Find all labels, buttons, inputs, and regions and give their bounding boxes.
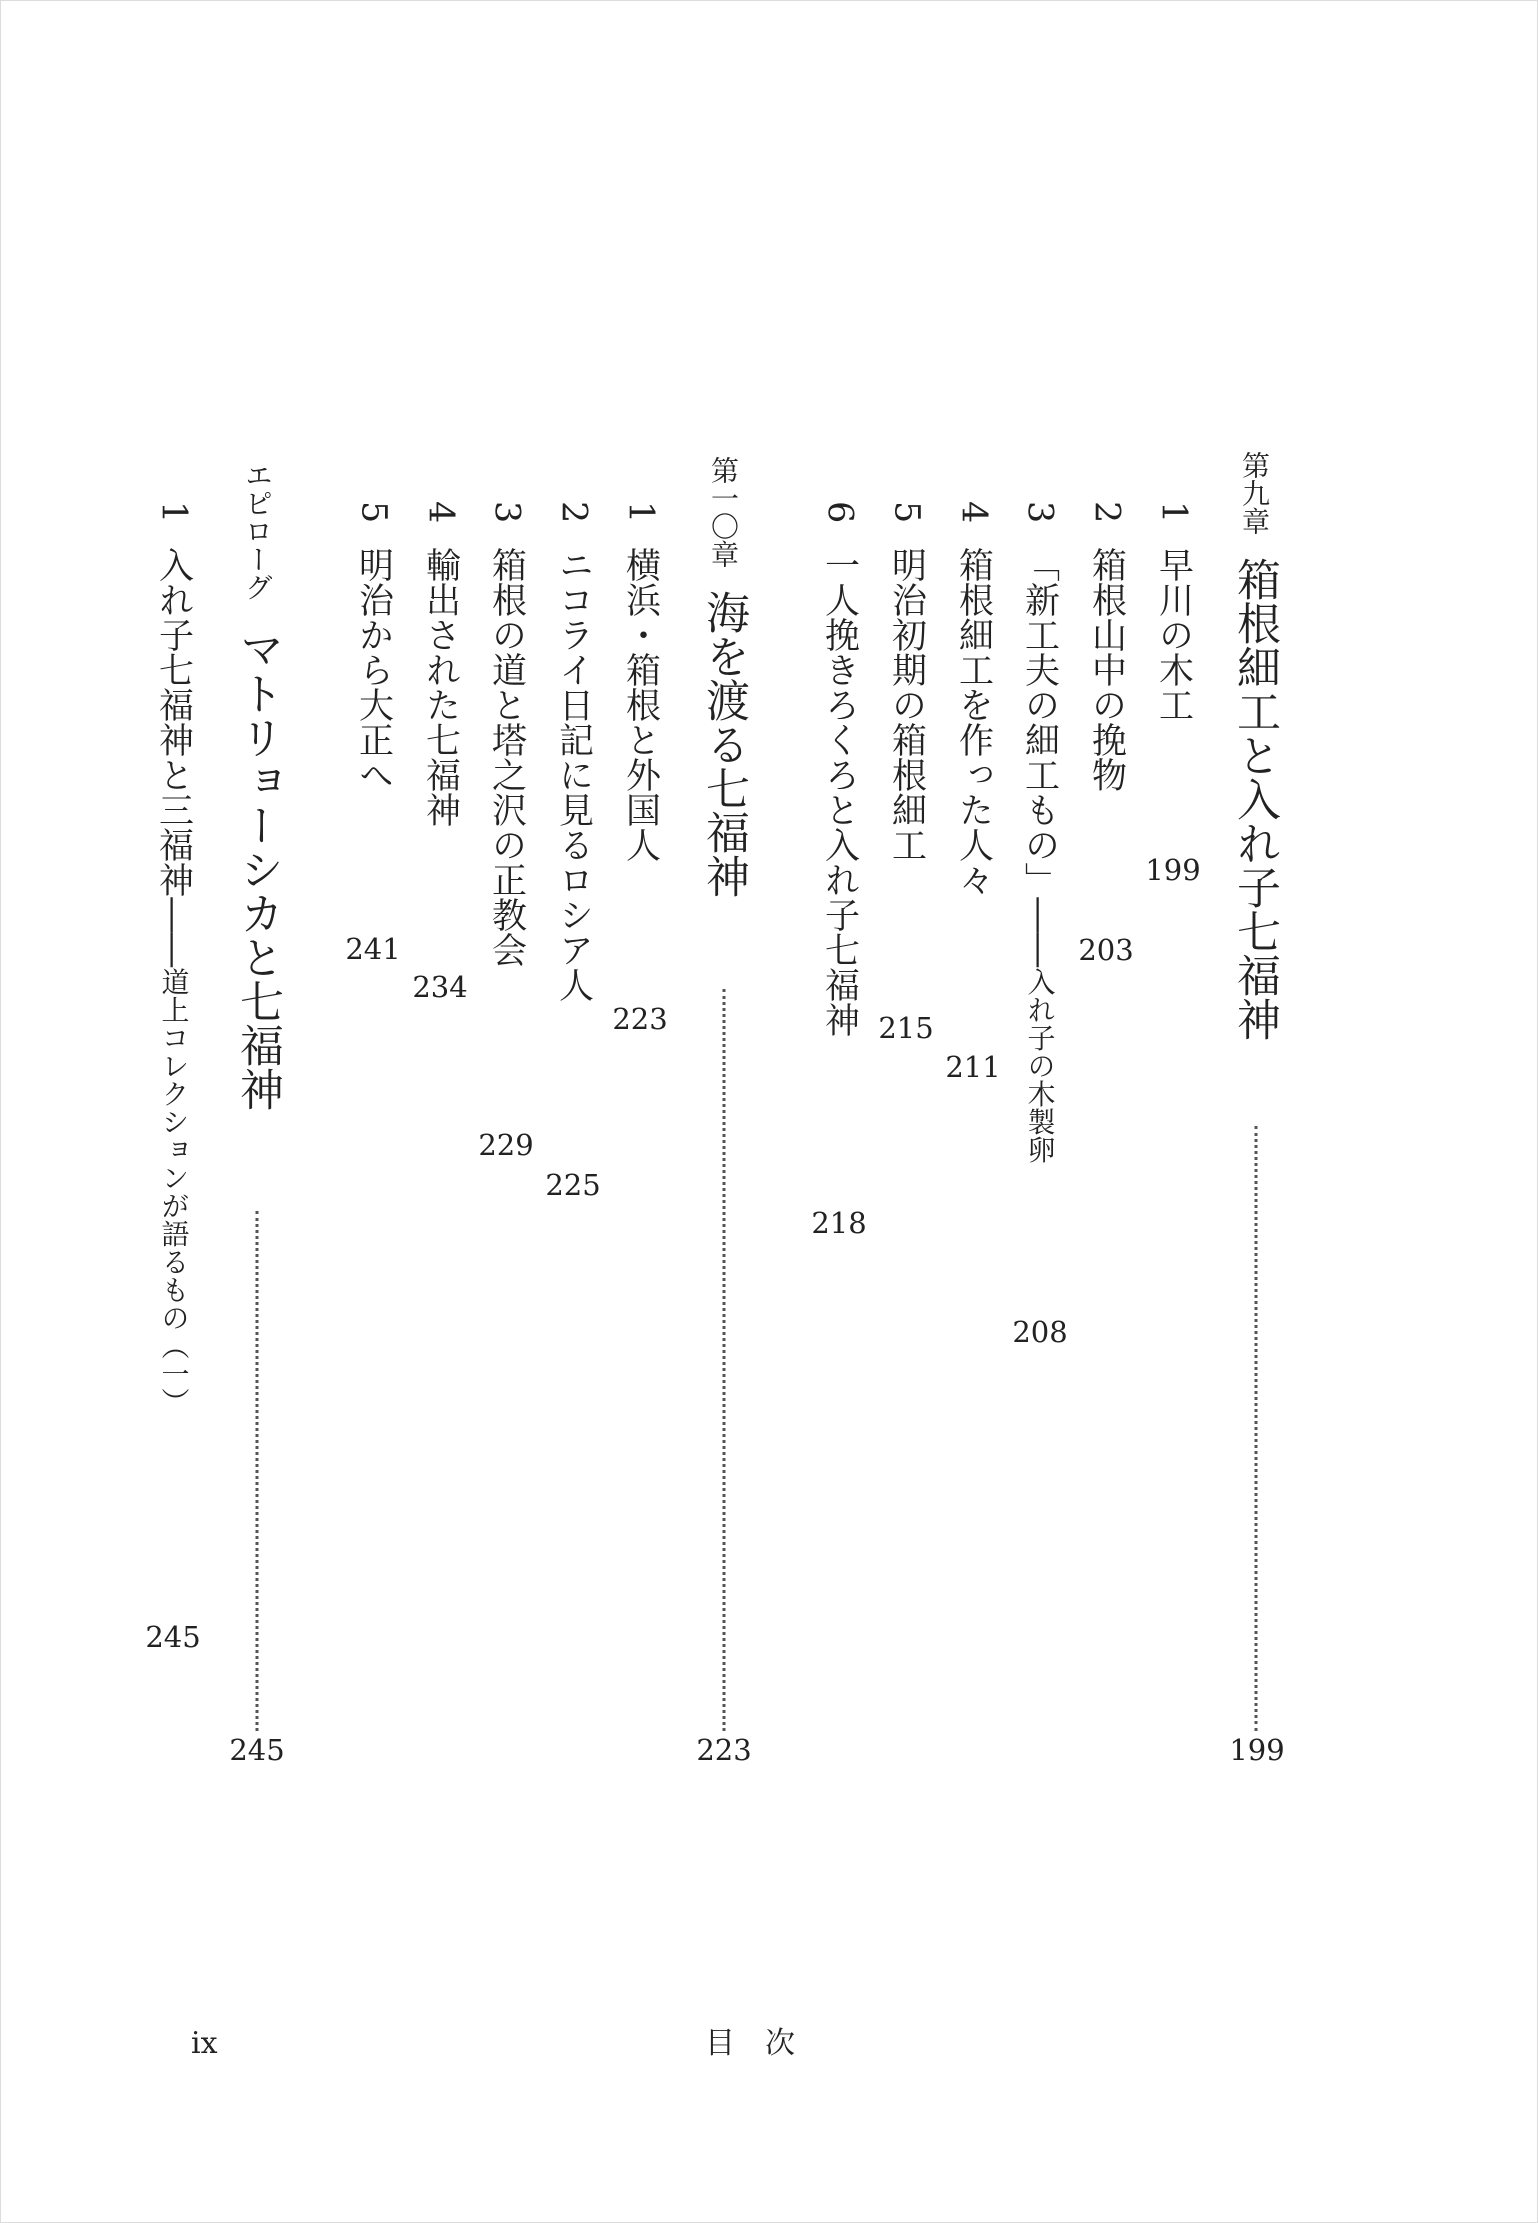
section-number: 1 <box>153 501 194 524</box>
chapter-9-section-2-page: 203 <box>1078 933 1134 967</box>
section-subtitle: 道上コレクションが語るもの（一） <box>157 967 191 1416</box>
section-number: 3 <box>486 501 527 524</box>
epilogue-heading <box>232 461 283 1111</box>
section-title: 入れ子七福神と三福神―― <box>153 547 194 968</box>
chapter-9-section-3 <box>1019 501 1060 1164</box>
chapter-10-prefix: 第一〇章 <box>707 456 740 568</box>
chapter-9-section-4 <box>953 501 994 898</box>
chapter-9-heading <box>1229 451 1280 1041</box>
section-number: 5 <box>353 501 394 524</box>
chapter-9-section-3-page: 208 <box>1012 1315 1068 1349</box>
chapter-10-section-4-page: 234 <box>412 970 468 1004</box>
epilogue-leader <box>256 1211 259 1731</box>
section-title: 明治初期の箱根細工 <box>886 547 927 863</box>
chapter-10-title: 海を渡る七福神 <box>698 590 749 898</box>
section-title: 一人挽きろくろと入れ子七福神 <box>819 547 860 1038</box>
chapter-9-title: 箱根細工と入れ子七福神 <box>1229 557 1280 1041</box>
section-number: 1 <box>1153 501 1194 524</box>
section-title: 輸出された七福神 <box>420 547 461 828</box>
section-title: ニコライ日記に見るロシア人 <box>553 547 594 1003</box>
chapter-9-page: 199 <box>1229 1733 1285 1767</box>
section-number: 2 <box>1086 501 1127 524</box>
section-subtitle: 入れ子の木製卵 <box>1023 967 1057 1164</box>
page-number: ix <box>191 2026 218 2061</box>
epilogue-section-1 <box>153 501 194 1416</box>
running-head: 目 次 <box>705 2026 795 2061</box>
chapter-10-section-3 <box>486 501 527 968</box>
section-number: 5 <box>886 501 927 524</box>
chapter-10-heading <box>698 456 749 898</box>
chapter-9-prefix: 第九章 <box>1238 451 1271 535</box>
section-number: 6 <box>819 501 860 524</box>
section-title: 箱根細工を作った人々 <box>953 547 994 898</box>
chapter-9-section-5 <box>886 501 927 863</box>
chapter-10-section-4 <box>420 501 461 828</box>
chapter-9-section-6-page: 218 <box>811 1206 867 1240</box>
chapter-9-section-1-page: 199 <box>1145 853 1201 887</box>
epilogue-prefix: エピローグ <box>241 461 274 601</box>
epilogue-page: 245 <box>229 1733 285 1767</box>
chapter-9-section-1 <box>1153 501 1194 723</box>
section-number: 1 <box>620 501 661 524</box>
section-title: 「新工夫の細工もの」―― <box>1019 547 1060 968</box>
chapter-9-section-2 <box>1086 501 1127 793</box>
chapter-10-section-5 <box>353 501 394 793</box>
epilogue-title: マトリョーシカと七福神 <box>232 627 283 1111</box>
chapter-10-section-1 <box>620 501 661 863</box>
section-number: 4 <box>420 501 461 524</box>
section-number: 3 <box>1019 501 1060 524</box>
section-title: 明治から大正へ <box>353 547 394 793</box>
chapter-9-leader <box>1255 1126 1258 1731</box>
section-number: 4 <box>953 501 994 524</box>
chapter-10-section-2-page: 225 <box>545 1168 601 1202</box>
chapter-9-section-6 <box>819 501 860 1038</box>
chapter-9-section-5-page: 215 <box>878 1011 934 1045</box>
section-title: 箱根の道と塔之沢の正教会 <box>486 547 527 968</box>
epilogue-section-1-page: 245 <box>145 1620 201 1654</box>
chapter-9-section-4-page: 211 <box>945 1050 1001 1084</box>
chapter-10-section-1-page: 223 <box>612 1002 668 1036</box>
section-title: 横浜・箱根と外国人 <box>620 547 661 863</box>
section-number: 2 <box>553 501 594 524</box>
chapter-10-section-3-page: 229 <box>478 1128 534 1162</box>
chapter-10-section-2 <box>553 501 594 1003</box>
section-title: 早川の木工 <box>1153 547 1194 723</box>
chapter-10-leader <box>723 989 726 1731</box>
chapter-10-page: 223 <box>696 1733 752 1767</box>
chapter-10-section-5-page: 241 <box>345 932 401 966</box>
section-title: 箱根山中の挽物 <box>1086 547 1127 793</box>
